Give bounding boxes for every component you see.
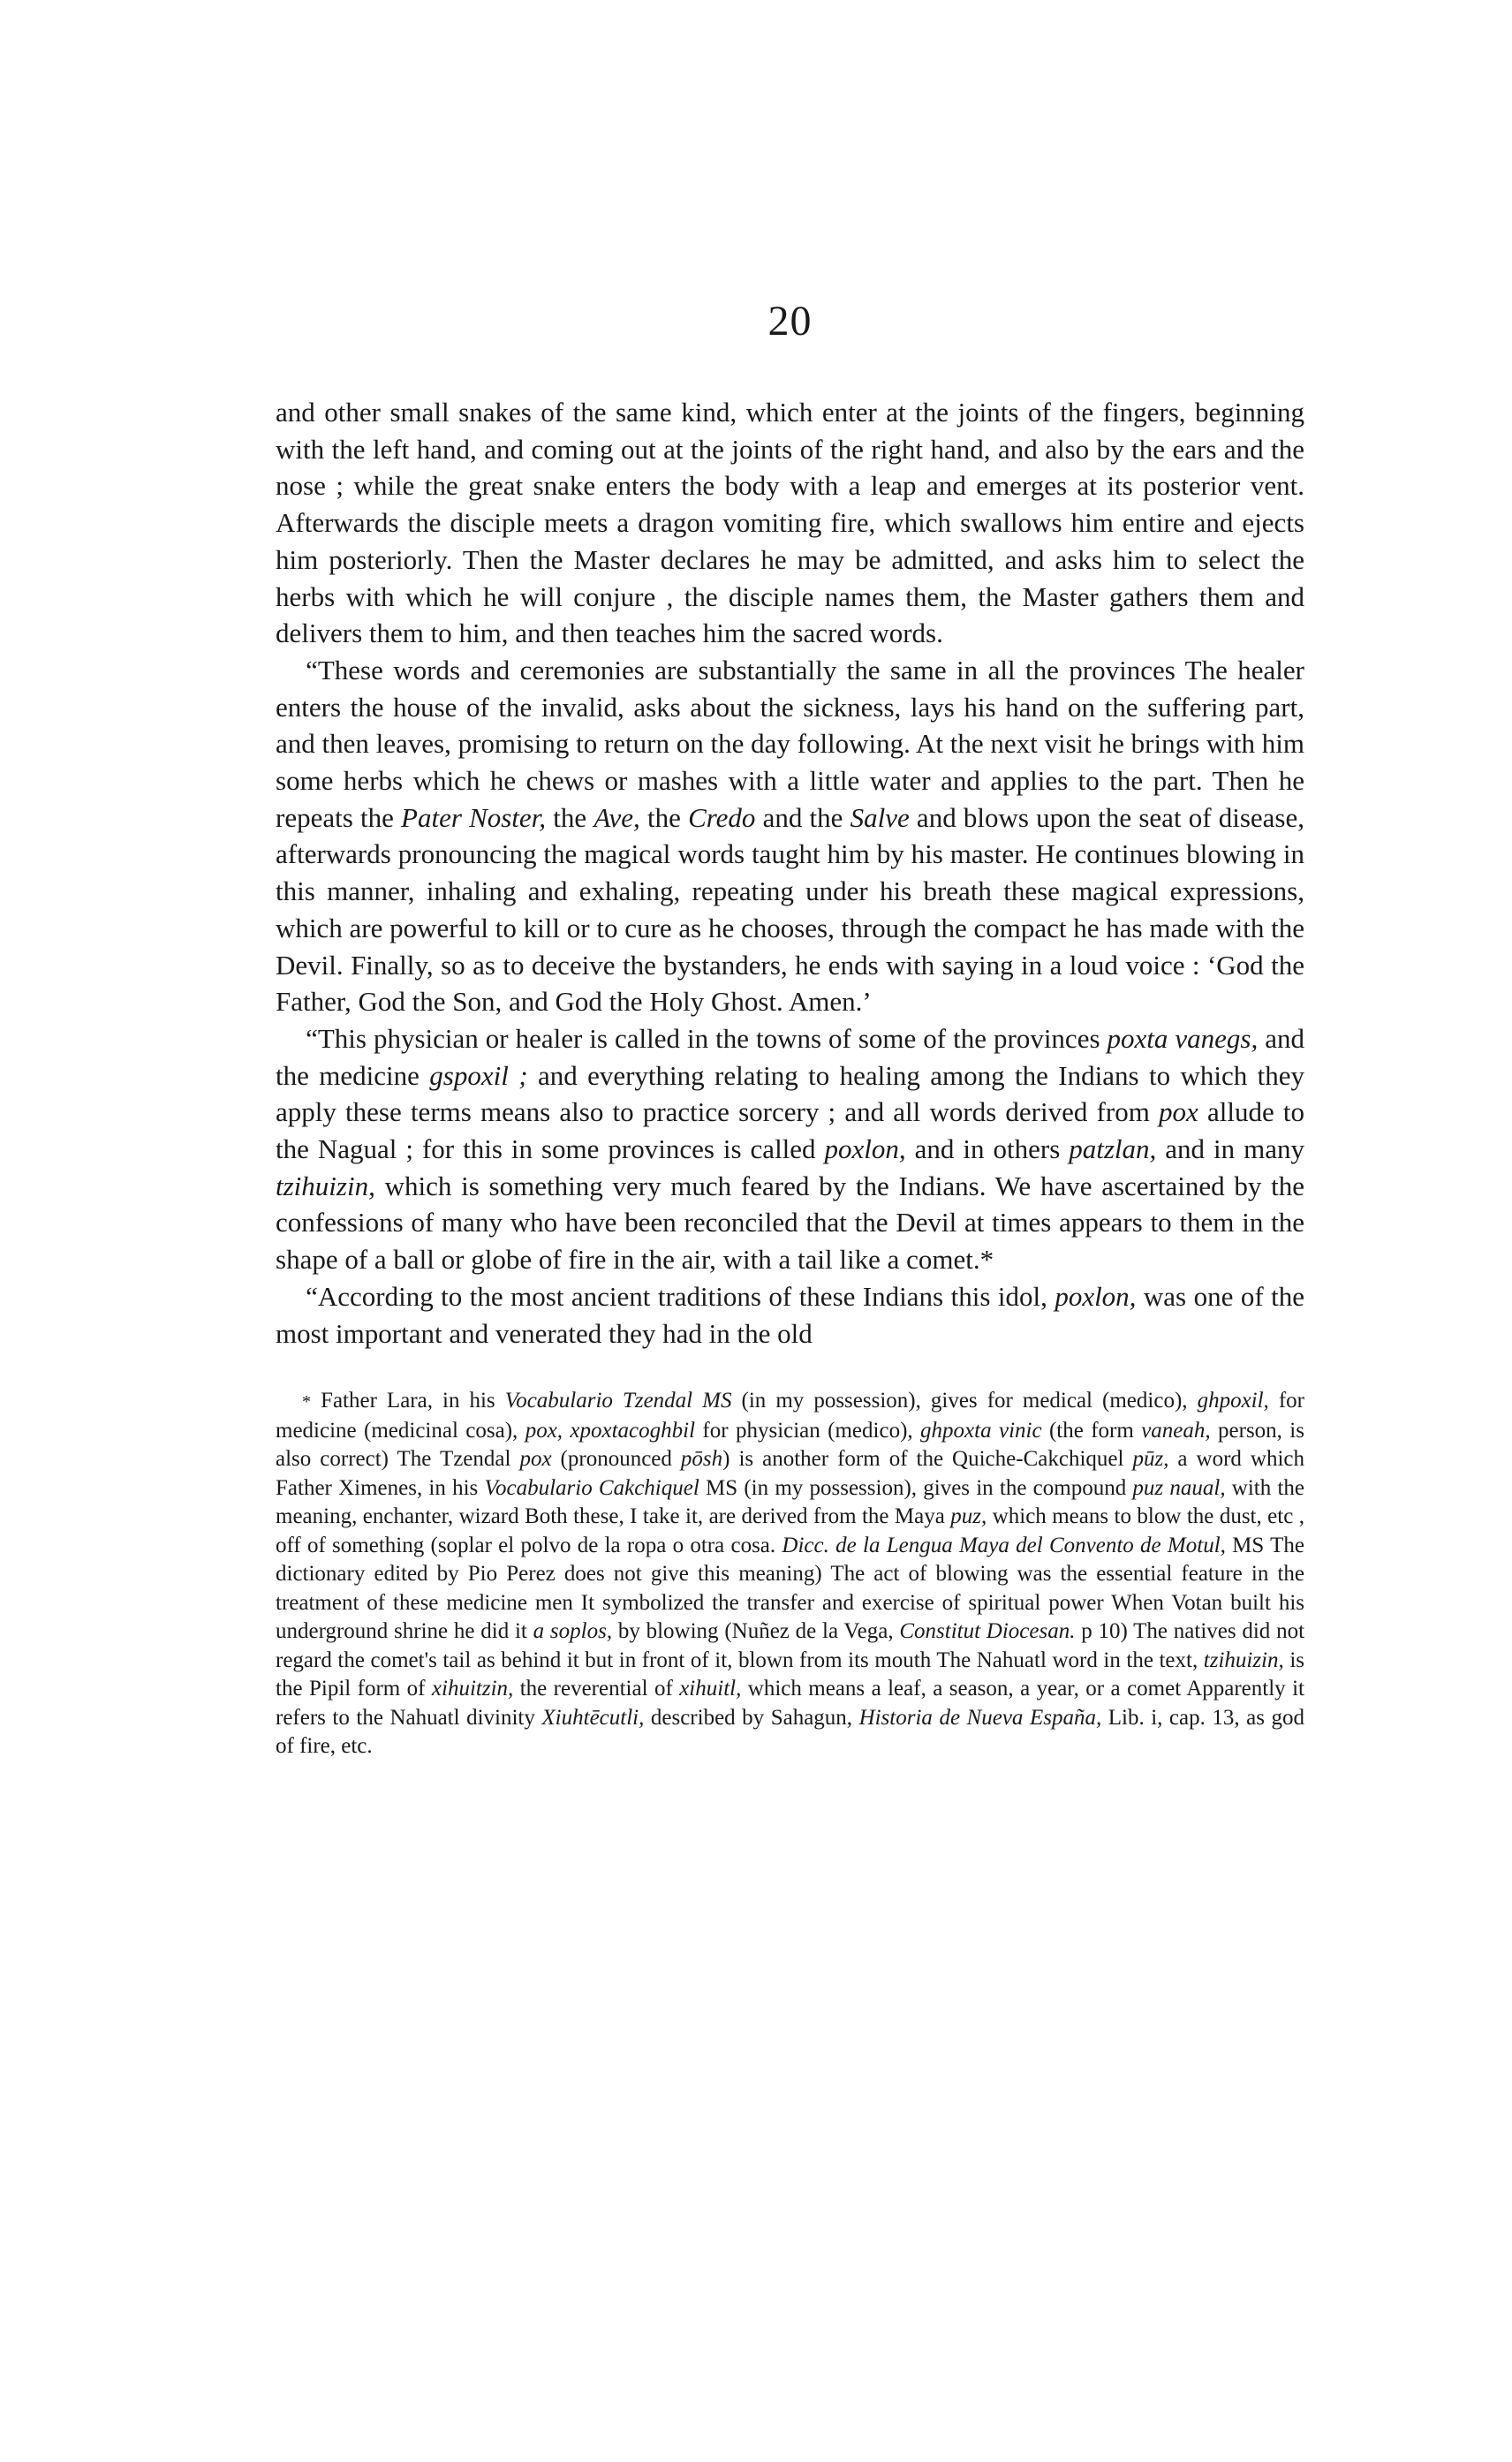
paragraph-4: “According to the most ancient traditions of these Indians this idol, poxlon, was one of the most important and venerated they had in the old [276, 1280, 1304, 1349]
footnote [276, 1387, 1304, 1761]
paragraph-1: and other small snakes of the same kind, which enter at the joints of the fingers, beginning with the left hand, and coming out at the joints of the right hand, and also by the ears and the nose ; while the great snake enters the body with a leap and emerges at its posterior vent. Afterwards the disciple meets a dragon vomiting fire, which swallows him entire and ejects him posteriorly. Then the Master declares he may be admitted, and asks him to select the herbs with which he will conjure , the disciple names them, the Master gathers them and delivers them to him, and then teaches him the sacred words. [276, 397, 1304, 649]
footnote-text: * Father Lara, in his Vocabulario Tzendal MS (in my possession), gives for medical (medico), ghpoxil, for medicine (medicinal cosa), pox, xpoxtacoghbil for physician (medico), ghpoxta vinic (the form vaneah, person, is also correct) The Tzendal pox (pronounced pōsh) is another form of the Quiche-Cakchiquel pūz, a word which Father Ximenes, in his Vocabulario Cakchiquel MS (in my possession), gives in the compound puz naual, with the meaning, enchanter, wizard Both these, I take it, are derived from the Maya puz, which means to blow the dust, etc , off of something (soplar el polvo de la ropa o otra cosa. Dicc. de la Lengua Maya del Convento de Motul, MS The dictionary edited by Pio Perez does not give this meaning) The act of blowing was the essential feature in the treatment of these medicine men It symbolized the transfer and exercise of spiritual power When Votan built his underground shrine he did it a soplos, by blowing (Nuñez de la Vega, Constitut Diocesan. p 10) The natives did not regard the comet's tail as behind it but in front of it, blown from its mouth The Nahuatl word in the text, tzihuizin, is the Pipil form of xihuitzin, the reverential of xihuitl, which means a leaf, a season, a year, or a comet Apparently it refers to the Nahuatl divinity Xiuhtēcutli, described by Sahagun, Historia de Nueva España, Lib. i, cap. 13, as god of fire, etc. [276, 1389, 1305, 1759]
book-page [276, 300, 1304, 1761]
page-number: 20 [767, 298, 813, 345]
paragraph-3: “This physician or healer is called in the towns of some of the provinces poxta vanegs, and the medicine gspoxil ; and everything relating to healing among the Indians to which they apply these terms means also to practice sorcery ; and all words derived from pox allude to the Nagual ; for this in some provinces is called poxlon, and in others patzlan, and in many tzihuizin, which is something very much feared by the Indians. We have ascertained by the confessions of many who have been reconciled that the Devil at times appears to them in the shape of a ball or globe of fire in the air, with a tail like a comet.* [276, 1022, 1305, 1276]
paragraph-2: “These words and ceremonies are substantially the same in all the provinces The healer enters the house of the invalid, asks about the sickness, lays his hand on the suffering part, and then leaves, promising to return on the day following. At the next visit he brings with him some herbs which he chews or mashes with a little water and applies to the part. Then he repeats the Pater Noster, the Ave, the Credo and the Salve and blows upon the seat of disease, afterwards pronouncing the magical words taught him by his master. He continues blowing in this manner, inhaling and exhaling, repeating under his breath these magical expressions, which are powerful to kill or to cure as he chooses, through the compact he has made with the Devil. Finally, so as to deceive the bystanders, he ends with saying in a loud voice : ‘God the Father, God the Son, and God the Holy Ghost. Amen.’ [276, 654, 1305, 1018]
footnote-marker: * [302, 1392, 311, 1413]
main-text [276, 394, 1304, 1352]
